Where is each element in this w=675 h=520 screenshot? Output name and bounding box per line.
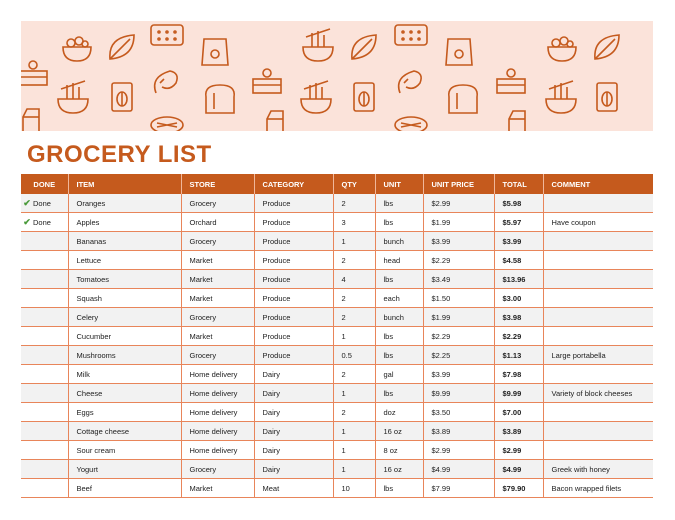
cell-category[interactable]: Produce bbox=[254, 308, 333, 327]
table-row bbox=[21, 213, 653, 232]
cell-category[interactable]: Dairy bbox=[254, 384, 333, 403]
cell-done[interactable] bbox=[21, 327, 68, 346]
cell-comment[interactable] bbox=[543, 422, 653, 441]
cell-unit[interactable]: 16 oz bbox=[375, 460, 423, 479]
cell-total[interactable]: $2.29 bbox=[494, 327, 543, 346]
header-unit-price[interactable]: UNIT PRICE bbox=[423, 174, 494, 194]
cell-comment[interactable] bbox=[543, 289, 653, 308]
cell-store[interactable]: Home delivery bbox=[181, 365, 254, 384]
header-category[interactable]: CATEGORY bbox=[254, 174, 333, 194]
cell-qty[interactable]: 10 bbox=[333, 479, 375, 498]
cell-total[interactable]: $9.99 bbox=[494, 384, 543, 403]
cell-done[interactable] bbox=[21, 479, 68, 498]
header-done[interactable]: DONE bbox=[21, 174, 68, 194]
cell-qty[interactable]: 4 bbox=[333, 270, 375, 289]
header-qty[interactable]: QTY bbox=[333, 174, 375, 194]
done-status bbox=[21, 217, 68, 228]
cell-store[interactable]: Grocery bbox=[181, 346, 254, 365]
cell-done[interactable] bbox=[21, 270, 68, 289]
cell-done[interactable] bbox=[21, 365, 68, 384]
cell-done[interactable] bbox=[21, 232, 68, 251]
header-unit[interactable]: UNIT bbox=[375, 174, 423, 194]
header-store[interactable]: STORE bbox=[181, 174, 254, 194]
cell-unit-price[interactable]: $1.99 bbox=[423, 213, 494, 232]
cell-category[interactable]: Produce bbox=[254, 327, 333, 346]
cell-unit-price[interactable]: $3.99 bbox=[423, 365, 494, 384]
cell-store[interactable]: Market bbox=[181, 327, 254, 346]
cell-store[interactable]: Home delivery bbox=[181, 384, 254, 403]
cell-done[interactable] bbox=[21, 441, 68, 460]
cell-total[interactable]: $3.99 bbox=[494, 232, 543, 251]
table-row bbox=[21, 327, 653, 346]
cell-unit-price[interactable]: $2.99 bbox=[423, 194, 494, 213]
cell-comment[interactable]: Have coupon bbox=[543, 213, 653, 232]
cell-total[interactable]: $5.97 bbox=[494, 213, 543, 232]
cell-category[interactable]: Produce bbox=[254, 251, 333, 270]
done-label: Done bbox=[33, 217, 51, 227]
page-title: GROCERY LIST bbox=[27, 141, 212, 168]
cell-unit-price[interactable]: $3.50 bbox=[423, 403, 494, 422]
cell-total[interactable]: $13.96 bbox=[494, 270, 543, 289]
cell-comment[interactable] bbox=[543, 251, 653, 270]
cell-unit[interactable]: lbs bbox=[375, 346, 423, 365]
cell-qty[interactable]: 1 bbox=[333, 327, 375, 346]
cell-unit[interactable]: lbs bbox=[375, 270, 423, 289]
cell-store[interactable]: Orchard bbox=[181, 213, 254, 232]
cell-unit[interactable]: lbs bbox=[375, 213, 423, 232]
table-row bbox=[21, 441, 653, 460]
cell-qty[interactable]: 2 bbox=[333, 194, 375, 213]
cell-qty[interactable]: 3 bbox=[333, 213, 375, 232]
cell-item[interactable]: Eggs bbox=[68, 403, 181, 422]
header-item[interactable]: ITEM bbox=[68, 174, 181, 194]
cell-unit-price[interactable]: $1.50 bbox=[423, 289, 494, 308]
cell-unit[interactable]: 8 oz bbox=[375, 441, 423, 460]
table-header-row bbox=[21, 174, 653, 194]
cell-qty[interactable]: 1 bbox=[333, 232, 375, 251]
cell-item[interactable]: Celery bbox=[68, 308, 181, 327]
cell-unit[interactable]: lbs bbox=[375, 327, 423, 346]
cell-item[interactable]: Cottage cheese bbox=[68, 422, 181, 441]
cell-unit-price[interactable]: $3.49 bbox=[423, 270, 494, 289]
cell-store[interactable]: Grocery bbox=[181, 194, 254, 213]
cell-comment[interactable] bbox=[543, 327, 653, 346]
header-comment[interactable]: COMMENT bbox=[543, 174, 653, 194]
table-row bbox=[21, 346, 653, 365]
cell-done[interactable] bbox=[21, 346, 68, 365]
table-row bbox=[21, 365, 653, 384]
cell-item[interactable]: Sour cream bbox=[68, 441, 181, 460]
done-label: Done bbox=[33, 198, 51, 208]
cell-qty[interactable]: 1 bbox=[333, 460, 375, 479]
cell-qty[interactable]: 2 bbox=[333, 308, 375, 327]
table-row bbox=[21, 194, 653, 213]
cell-comment[interactable]: Bacon wrapped filets bbox=[543, 479, 653, 498]
cell-unit-price[interactable]: $3.99 bbox=[423, 232, 494, 251]
cell-done[interactable] bbox=[21, 289, 68, 308]
cell-qty[interactable]: 0.5 bbox=[333, 346, 375, 365]
cell-unit-price[interactable]: $2.99 bbox=[423, 441, 494, 460]
cell-total[interactable]: $79.90 bbox=[494, 479, 543, 498]
cell-unit-price[interactable]: $4.99 bbox=[423, 460, 494, 479]
cell-comment[interactable] bbox=[543, 308, 653, 327]
cell-qty[interactable]: 1 bbox=[333, 384, 375, 403]
cell-store[interactable]: Market bbox=[181, 270, 254, 289]
cell-total[interactable]: $7.98 bbox=[494, 365, 543, 384]
cell-category[interactable]: Produce bbox=[254, 270, 333, 289]
cell-done[interactable] bbox=[21, 384, 68, 403]
cell-unit[interactable]: lbs bbox=[375, 384, 423, 403]
cell-unit[interactable]: head bbox=[375, 251, 423, 270]
header-total[interactable]: TOTAL bbox=[494, 174, 543, 194]
cell-unit-price[interactable]: $9.99 bbox=[423, 384, 494, 403]
cell-item[interactable]: Cheese bbox=[68, 384, 181, 403]
table-row bbox=[21, 270, 653, 289]
cell-done[interactable] bbox=[21, 308, 68, 327]
cell-total[interactable]: $3.89 bbox=[494, 422, 543, 441]
table-row bbox=[21, 251, 653, 270]
cell-unit[interactable]: 16 oz bbox=[375, 422, 423, 441]
cell-category[interactable]: Produce bbox=[254, 213, 333, 232]
cell-store[interactable]: Market bbox=[181, 289, 254, 308]
cell-total[interactable]: $5.98 bbox=[494, 194, 543, 213]
cell-comment[interactable]: Variety of block cheeses bbox=[543, 384, 653, 403]
cell-category[interactable]: Dairy bbox=[254, 422, 333, 441]
table-row bbox=[21, 460, 653, 479]
cell-comment[interactable]: Greek with honey bbox=[543, 460, 653, 479]
cell-item[interactable]: Beef bbox=[68, 479, 181, 498]
cell-unit-price[interactable]: $2.25 bbox=[423, 346, 494, 365]
cell-unit-price[interactable]: $3.89 bbox=[423, 422, 494, 441]
cell-comment[interactable] bbox=[543, 403, 653, 422]
cell-category[interactable]: Meat bbox=[254, 479, 333, 498]
cell-unit-price[interactable]: $1.99 bbox=[423, 308, 494, 327]
cell-store[interactable]: Grocery bbox=[181, 308, 254, 327]
cell-comment[interactable] bbox=[543, 441, 653, 460]
cell-category[interactable]: Produce bbox=[254, 346, 333, 365]
table-row bbox=[21, 403, 653, 422]
cell-unit[interactable]: bunch bbox=[375, 308, 423, 327]
cell-total[interactable]: $4.58 bbox=[494, 251, 543, 270]
cell-category[interactable]: Dairy bbox=[254, 403, 333, 422]
cell-item[interactable]: Tomatoes bbox=[68, 270, 181, 289]
cell-unit[interactable]: lbs bbox=[375, 479, 423, 498]
cell-qty[interactable]: 1 bbox=[333, 441, 375, 460]
cell-store[interactable]: Grocery bbox=[181, 460, 254, 479]
cell-category[interactable]: Dairy bbox=[254, 365, 333, 384]
cell-qty[interactable]: 2 bbox=[333, 403, 375, 422]
cell-item[interactable]: Squash bbox=[68, 289, 181, 308]
cell-item[interactable]: Lettuce bbox=[68, 251, 181, 270]
cell-item[interactable]: Oranges bbox=[68, 194, 181, 213]
cell-qty[interactable]: 2 bbox=[333, 289, 375, 308]
done-status bbox=[21, 198, 68, 209]
cell-store[interactable]: Home delivery bbox=[181, 441, 254, 460]
cell-unit[interactable]: each bbox=[375, 289, 423, 308]
cell-comment[interactable] bbox=[543, 232, 653, 251]
cell-item[interactable]: Milk bbox=[68, 365, 181, 384]
cell-item[interactable]: Apples bbox=[68, 213, 181, 232]
cell-store[interactable]: Grocery bbox=[181, 232, 254, 251]
cell-store[interactable]: Home delivery bbox=[181, 422, 254, 441]
cell-unit-price[interactable]: $2.29 bbox=[423, 251, 494, 270]
cell-done[interactable] bbox=[21, 460, 68, 479]
cell-total[interactable]: $3.98 bbox=[494, 308, 543, 327]
cell-total[interactable]: $1.13 bbox=[494, 346, 543, 365]
cell-comment[interactable] bbox=[543, 270, 653, 289]
cell-category[interactable]: Dairy bbox=[254, 460, 333, 479]
cell-done[interactable] bbox=[21, 213, 68, 232]
cell-item[interactable]: Mushrooms bbox=[68, 346, 181, 365]
cell-store[interactable]: Home delivery bbox=[181, 403, 254, 422]
grocery-table bbox=[21, 174, 653, 498]
cell-category[interactable]: Dairy bbox=[254, 441, 333, 460]
cell-category[interactable]: Produce bbox=[254, 289, 333, 308]
food-pattern-banner bbox=[21, 21, 653, 131]
cell-store[interactable]: Market bbox=[181, 251, 254, 270]
cell-item[interactable]: Yogurt bbox=[68, 460, 181, 479]
cell-qty[interactable]: 2 bbox=[333, 251, 375, 270]
table-row bbox=[21, 422, 653, 441]
cell-qty[interactable]: 1 bbox=[333, 422, 375, 441]
cell-category[interactable]: Produce bbox=[254, 194, 333, 213]
cell-total[interactable]: $7.00 bbox=[494, 403, 543, 422]
cell-unit[interactable]: doz bbox=[375, 403, 423, 422]
cell-unit-price[interactable]: $7.99 bbox=[423, 479, 494, 498]
cell-unit[interactable]: gal bbox=[375, 365, 423, 384]
cell-done[interactable] bbox=[21, 251, 68, 270]
cell-comment[interactable] bbox=[543, 194, 653, 213]
cell-item[interactable]: Cucumber bbox=[68, 327, 181, 346]
table-row bbox=[21, 289, 653, 308]
cell-comment[interactable]: Large portabella bbox=[543, 346, 653, 365]
cell-category[interactable]: Produce bbox=[254, 232, 333, 251]
cell-comment[interactable] bbox=[543, 365, 653, 384]
checkmark-icon: ✔ bbox=[23, 216, 31, 227]
table-row bbox=[21, 384, 653, 403]
cell-total[interactable]: $2.99 bbox=[494, 441, 543, 460]
cell-unit[interactable]: lbs bbox=[375, 194, 423, 213]
cell-unit[interactable]: bunch bbox=[375, 232, 423, 251]
cell-done[interactable] bbox=[21, 194, 68, 213]
checkmark-icon: ✔ bbox=[23, 197, 31, 208]
cell-qty[interactable]: 2 bbox=[333, 365, 375, 384]
cell-done[interactable] bbox=[21, 403, 68, 422]
cell-store[interactable]: Market bbox=[181, 479, 254, 498]
cell-unit-price[interactable]: $2.29 bbox=[423, 327, 494, 346]
table-row bbox=[21, 308, 653, 327]
cell-done[interactable] bbox=[21, 422, 68, 441]
table-row bbox=[21, 479, 653, 498]
table-row bbox=[21, 232, 653, 251]
cell-total[interactable]: $4.99 bbox=[494, 460, 543, 479]
cell-total[interactable]: $3.00 bbox=[494, 289, 543, 308]
cell-item[interactable]: Bananas bbox=[68, 232, 181, 251]
